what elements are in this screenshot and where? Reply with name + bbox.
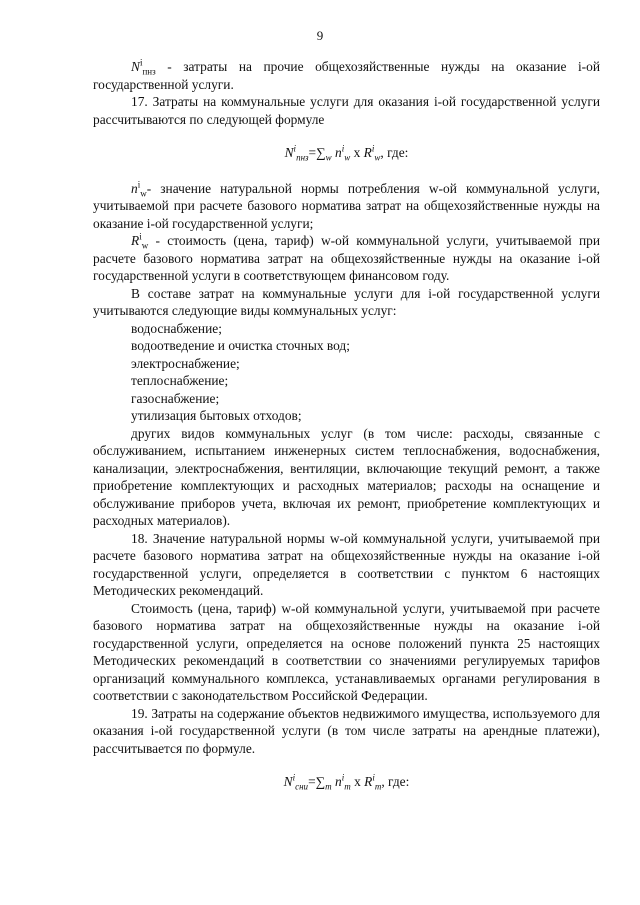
formula-utilities: $N^i_{пнз}=\sum_w$ $n^i_w$ x $R^i_w$, где: [284, 143, 409, 163]
list-item: водоотведение и очистка сточных вод; [131, 338, 350, 353]
page-number: 9 [316, 28, 324, 43]
document-body [93, 58, 600, 809]
symbol-n: N [131, 59, 140, 74]
definition-nw: $n^i_w-$ значение натуральной нормы потребления w-ой коммунальной услуги, учитываемой при расчете базового норматива затрат на общехозяйственные нужды на оказание i-ой государственной услуги; [93, 179, 600, 231]
list-item: газоснабжение; [131, 390, 220, 406]
definition-text: - затраты на прочие общехозяйственные нужды на оказание i-ой государственной услуги. [93, 59, 600, 92]
paragraph-19: 19. Затраты на содержание объектов недвижимого имущества, используемого для оказания i-ой государственной услуги (в том числе затраты на арендные платежи), рассчитывается по формуле. [93, 705, 600, 756]
paragraph-composition: В составе затрат на коммунальные услуги для i-ой государственной услуги учитываются следующие виды коммунальных услуг: [93, 285, 600, 318]
paragraph-18: 18. Значение натуральной нормы w-ой коммунальной услуги, учитываемой при расчете базового норматива затрат на общехозяйственные нужды на оказание i-ой государственной услуги, определяется в соответствии с пунктом 6 настоящих Методических рекомендаций. [93, 530, 600, 598]
list-item: водоснабжение; [131, 320, 222, 336]
paragraph-17: 17. Затраты на коммунальные услуги для оказания i-ой государственной услуги рассчитываются по следующей формуле [93, 94, 600, 127]
definition-npnz: $N^i_{пнз}$ - затраты на прочие общехозяйственные нужды на оказание i-ой государственной услуги. [93, 57, 600, 92]
list-item: теплоснабжение; [131, 373, 229, 388]
utility-services-list [93, 320, 600, 425]
definition-rw: $R^i_w$ - стоимость (цена, тариф) w-ой коммунальной услуги, учитываемой при расчете базового норматива затрат на общехозяйственные нужды на оказание i-ой государственной услуги в соответствующем финансовом году. [93, 231, 600, 283]
list-item: электроснабжение; [131, 355, 240, 371]
paragraph-cost: Стоимость (цена, тариф) w-ой коммунальной услуги, учитываемой при расчете базового норматива затрат на общехозяйственные нужды на оказание i-ой государственной услуги, определяется на основе положений пункта 25 настоящих Методических рекомендаций в соответствии со значениями регулируемых тарифов организаций коммунального комплекса, устанавливаемых органами регулирования в соответствии с законодательством Российской Федерации. [93, 600, 600, 703]
list-item: утилизация бытовых отходов; [131, 408, 302, 423]
formula-real-estate: $N^i_{сни}=\sum_m$ $n^i_m$ x $R^i_m$, где: [283, 772, 410, 792]
paragraph-other-services: других видов коммунальных услуг (в том числе: расходы, связанные с обслуживанием, испытанием инженерных систем теплоснабжения, водоснабжения, канализации, электроснабжения, вентиляции, включающие текущий ремонт, а также приобретение комплектующих и расходных материалов; расходы на оснащение и обслуживание приборов учета, включая их ремонт, приобретение комплектующих и расходных материалов). [93, 425, 600, 528]
